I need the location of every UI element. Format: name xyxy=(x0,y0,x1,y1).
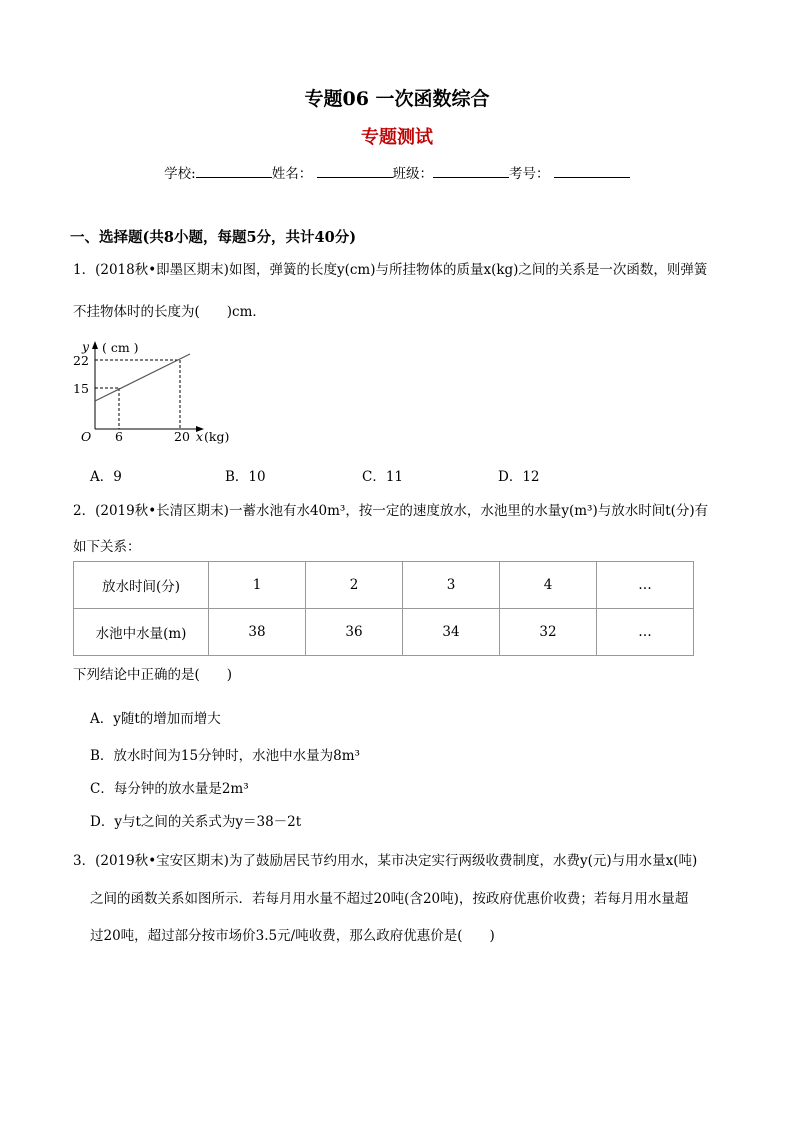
water-table xyxy=(73,561,694,656)
table-cell: 32 xyxy=(500,609,597,656)
spring-graph xyxy=(62,335,242,447)
q1-line2: 不挂物体时的长度为( )cm． xyxy=(73,304,266,320)
name-blank[interactable] xyxy=(317,165,393,178)
school-blank[interactable] xyxy=(196,165,272,178)
q2-line2: 如下关系： xyxy=(73,539,141,555)
q2-option-c[interactable]: C．每分钟的放水量是2m³ xyxy=(90,781,249,797)
table-cell: … xyxy=(597,562,694,609)
table-cell: 36 xyxy=(306,609,403,656)
student-info-line xyxy=(0,162,794,182)
table-row xyxy=(74,562,694,609)
y-tick-15: 15 xyxy=(73,381,89,396)
function-line xyxy=(95,354,190,401)
q1-option-d[interactable]: D．12 xyxy=(498,469,540,485)
table-header-volume: 水池中水量(m) xyxy=(74,609,209,656)
x-tick-20: 20 xyxy=(174,429,190,444)
x-axis-label: x xyxy=(196,429,204,444)
page-subtitle: 专题测试 xyxy=(361,127,433,148)
q3-line3: 过20吨，超过部分按市场价3.5元/吨收费，那么政府优惠价是( ) xyxy=(90,928,495,944)
x-tick-6: 6 xyxy=(115,429,123,444)
page-title: 专题06 一次函数综合 xyxy=(304,88,490,110)
y-tick-22: 22 xyxy=(73,353,89,368)
table-row xyxy=(74,609,694,656)
name-label: 姓名： xyxy=(271,166,313,182)
y-unit-label: ( cm ) xyxy=(102,340,139,355)
table-cell: 4 xyxy=(500,562,597,609)
q1-option-c[interactable]: C．11 xyxy=(362,469,404,485)
q1-option-b[interactable]: B．10 xyxy=(225,469,266,485)
class-blank[interactable] xyxy=(433,165,509,178)
q2-option-b[interactable]: B．放水时间为15分钟时，水池中水量为8m³ xyxy=(90,748,360,764)
y-axis-arrow-icon xyxy=(92,341,98,349)
number-label: 考号： xyxy=(509,166,550,182)
table-cell: … xyxy=(597,609,694,656)
table-cell: 3 xyxy=(403,562,500,609)
q3-line2: 之间的函数关系如图所示．若每月用水量不超过20吨(含20吨)，按政府优惠价收费；若每月用水量超 xyxy=(90,891,689,907)
q2-prompt: 下列结论中正确的是( ) xyxy=(73,667,233,683)
table-cell: 1 xyxy=(209,562,306,609)
number-blank[interactable] xyxy=(554,165,630,178)
q2-line1: 2．(2019秋•长清区期末)一蓄水池有水40m³，按一定的速度放水，水池里的水量y(m³)与放水时间t(分)有 xyxy=(73,503,709,519)
q1-line1: 1．(2018秋•即墨区期末)如图，弹簧的长度y(cm)与所挂物体的质量x(kg)之间的关系是一次函数，则弹簧 xyxy=(73,262,708,278)
q1-option-a[interactable]: A．9 xyxy=(90,469,122,485)
y-axis-label: y xyxy=(82,339,90,354)
origin-label: O xyxy=(81,429,92,444)
table-cell: 2 xyxy=(306,562,403,609)
q3-line1: 3．(2019秋•宝安区期末)为了鼓励居民节约用水，某市决定实行两级收费制度，水费y(元)与用水量x(吨) xyxy=(73,853,698,869)
table-header-time: 放水时间(分) xyxy=(74,562,209,609)
school-label: 学校: xyxy=(164,166,196,182)
class-label: 班级： xyxy=(392,166,434,182)
q2-option-d[interactable]: D．y与t之间的关系式为y＝38－2t xyxy=(90,814,302,830)
x-unit-label: (kg) xyxy=(204,429,230,444)
table-cell: 34 xyxy=(403,609,500,656)
section-heading: 一、选择题(共8小题，每题5分，共计40分) xyxy=(70,229,357,246)
q2-option-a[interactable]: A．y随t的增加而增大 xyxy=(90,711,221,727)
table-cell: 38 xyxy=(209,609,306,656)
